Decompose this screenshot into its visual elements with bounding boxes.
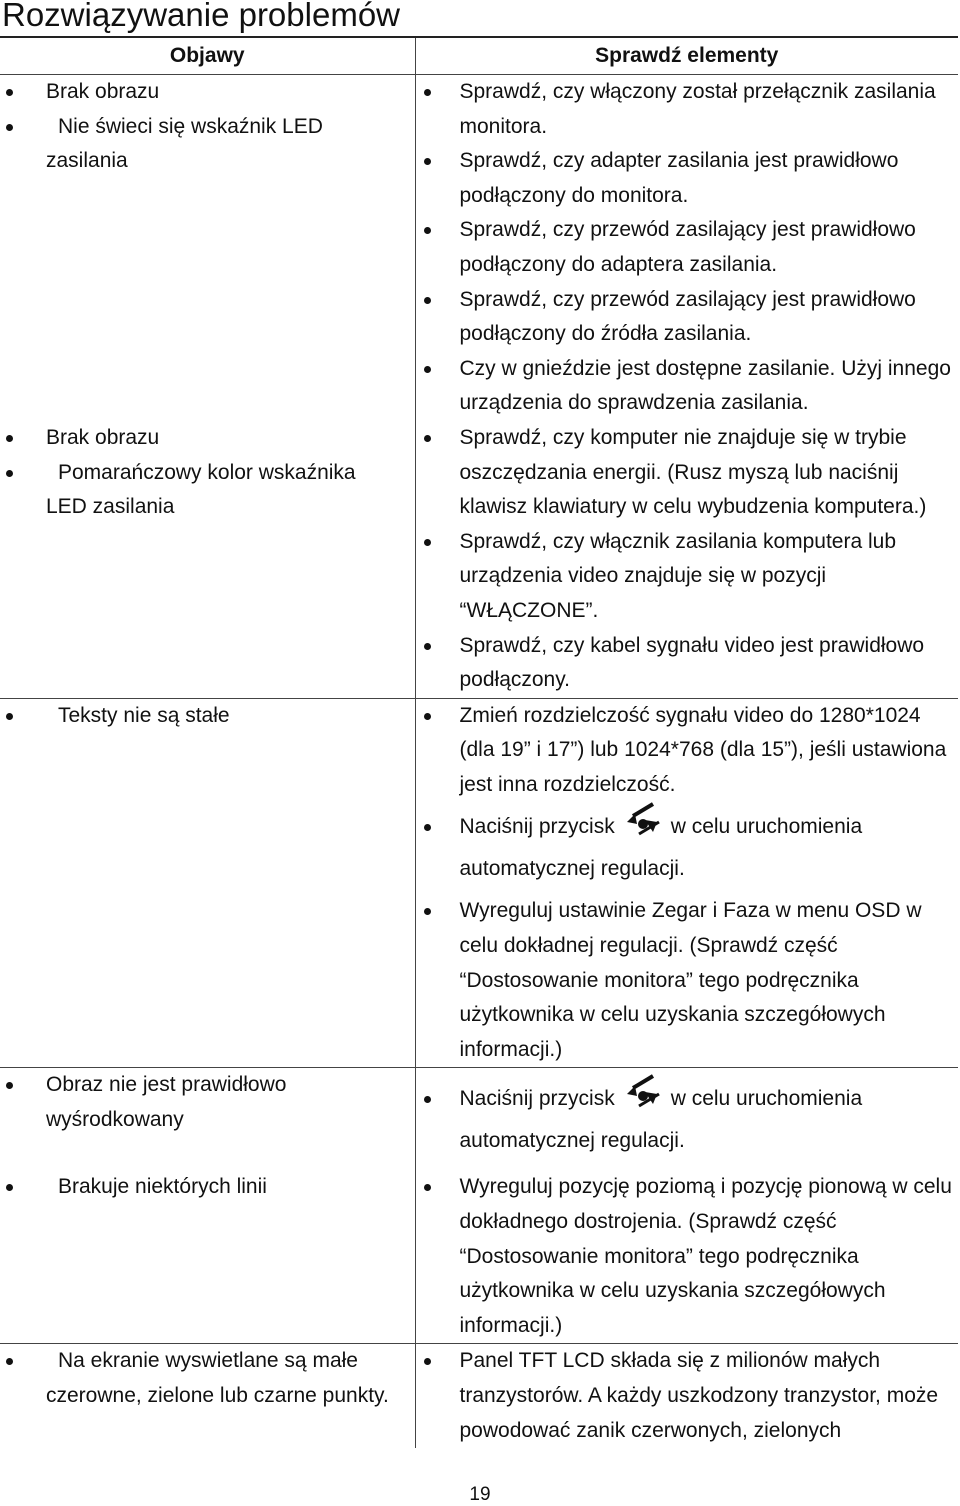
check-item: Sprawdź, czy przewód zasilający jest prawidłowo podłączony do źródła zasilania.: [416, 283, 959, 352]
check-item: Sprawdź, czy włącznik zasilania komputera lub urządzenia video znajduje się w pozycji “WŁĄCZONE”.: [416, 525, 959, 629]
bullet-icon: [6, 89, 13, 96]
table-row: [0, 1162, 958, 1343]
table-row: [0, 1068, 958, 1163]
checks-cell: [415, 1068, 958, 1163]
check-item: Naciśnij przycisk w celu uruchomienia automatycznej regulacji.: [416, 1078, 959, 1162]
checks-cell: [415, 75, 958, 421]
check-item: Sprawdź, czy przewód zasilający jest prawidłowo podłączony do adaptera zasilania.: [416, 213, 959, 282]
check-item: Naciśnij przycisk w celu uruchomienia automatycznej regulacji.: [416, 806, 959, 890]
bullet-icon: [6, 1082, 13, 1089]
page-title: Rozwiązywanie problemów: [2, 0, 400, 33]
symptoms-cell: [0, 1162, 415, 1343]
symptom-item: Obraz nie jest prawidłowo wyśrodkowany: [0, 1068, 415, 1137]
header-symptoms: Objawy: [0, 38, 415, 75]
bullet-icon: [424, 158, 431, 165]
symptom-item: Na ekranie wyswietlane są małe czerowne, zielone lub czarne punkty.: [0, 1344, 415, 1413]
symptoms-cell: [0, 75, 415, 421]
checks-cell: [415, 698, 958, 1068]
check-item: Sprawdź, czy włączony został przełącznik zasilania monitora.: [416, 75, 959, 144]
check-item: Zmień rozdzielczość sygnału video do 1280*1024 (dla 19” i 17”) lub 1024*768 (dla 15”), jeśli ustawiona jest inna rozdzielczość.: [416, 699, 959, 803]
bullet-icon: [424, 908, 431, 915]
symptoms-cell: [0, 1344, 415, 1448]
symptoms-cell: [0, 421, 415, 698]
check-item: Czy w gnieździe jest dostępne zasilanie. Użyj innego urządzenia do sprawdzenia zasilania.: [416, 352, 959, 421]
symptom-item: Brak obrazu: [0, 75, 415, 110]
bullet-icon: [424, 713, 431, 720]
header-checks: Sprawdź elementy: [415, 38, 958, 75]
symptom-item: Pomarańczowy kolor wskaźnika LED zasilania: [0, 456, 415, 525]
table-row: [0, 1344, 958, 1448]
bullet-icon: [424, 89, 431, 96]
bullet-icon: [424, 366, 431, 373]
bullet-icon: [424, 643, 431, 650]
symptom-item: Teksty nie są stałe: [0, 699, 415, 734]
bullet-icon: [424, 1184, 431, 1191]
symptoms-cell: [0, 698, 415, 1068]
symptom-item: Nie świeci się wskaźnik LED zasilania: [0, 110, 415, 179]
bullet-icon: [6, 435, 13, 442]
troubleshooting-table: [0, 38, 958, 1448]
check-item: Sprawdź, czy adapter zasilania jest prawidłowo podłączony do monitora.: [416, 144, 959, 213]
bullet-icon: [6, 470, 13, 477]
table-row: [0, 75, 958, 421]
symptoms-cell: [0, 1068, 415, 1163]
symptom-item: Brak obrazu: [0, 421, 415, 456]
check-item: Wyreguluj ustawinie Zegar i Faza w menu OSD w celu dokładnej regulacji. (Sprawdź część “Dostosowanie monitora” tego podręcznika użytkownika w celu uzyskania szczegółowych informacji.): [416, 894, 959, 1067]
checks-cell: [415, 421, 958, 698]
check-item: Sprawdź, czy kabel sygnału video jest prawidłowo podłączony.: [416, 629, 959, 698]
check-item: Sprawdź, czy komputer nie znajduje się w trybie oszczędzania energii. (Rusz myszą lub naciśnij klawisz klawiatury w celu wybudzenia komputera.): [416, 421, 959, 525]
symptom-item: Brakuje niektórych linii: [0, 1170, 415, 1205]
auto-adjust-icon: [625, 802, 661, 840]
auto-adjust-icon: [625, 1074, 661, 1112]
bullet-icon: [424, 1358, 431, 1365]
checks-cell: [415, 1162, 958, 1343]
page-number: 19: [469, 1484, 491, 1505]
bullet-icon: [424, 435, 431, 442]
bullet-icon: [424, 297, 431, 304]
bullet-icon: [6, 1184, 13, 1191]
check-item: Panel TFT LCD składa się z milionów małych tranzystorów. A każdy uszkodzony tranzystor, może powodować zanik czerwonych, zielonych: [416, 1344, 959, 1448]
bullet-icon: [424, 1096, 431, 1103]
bullet-icon: [424, 227, 431, 234]
bullet-icon: [6, 713, 13, 720]
table-row: [0, 698, 958, 1068]
table-row: [0, 421, 958, 698]
bullet-icon: [6, 124, 13, 131]
bullet-icon: [424, 824, 431, 831]
checks-cell: [415, 1344, 958, 1448]
bullet-icon: [6, 1358, 13, 1365]
check-item: Wyreguluj pozycję poziomą i pozycję pionową w celu dokładnego dostrojenia. (Sprawdź część “Dostosowanie monitora” tego podręcznika użytkownika w celu uzyskania szczegółowych informacji.): [416, 1170, 959, 1343]
bullet-icon: [424, 539, 431, 546]
